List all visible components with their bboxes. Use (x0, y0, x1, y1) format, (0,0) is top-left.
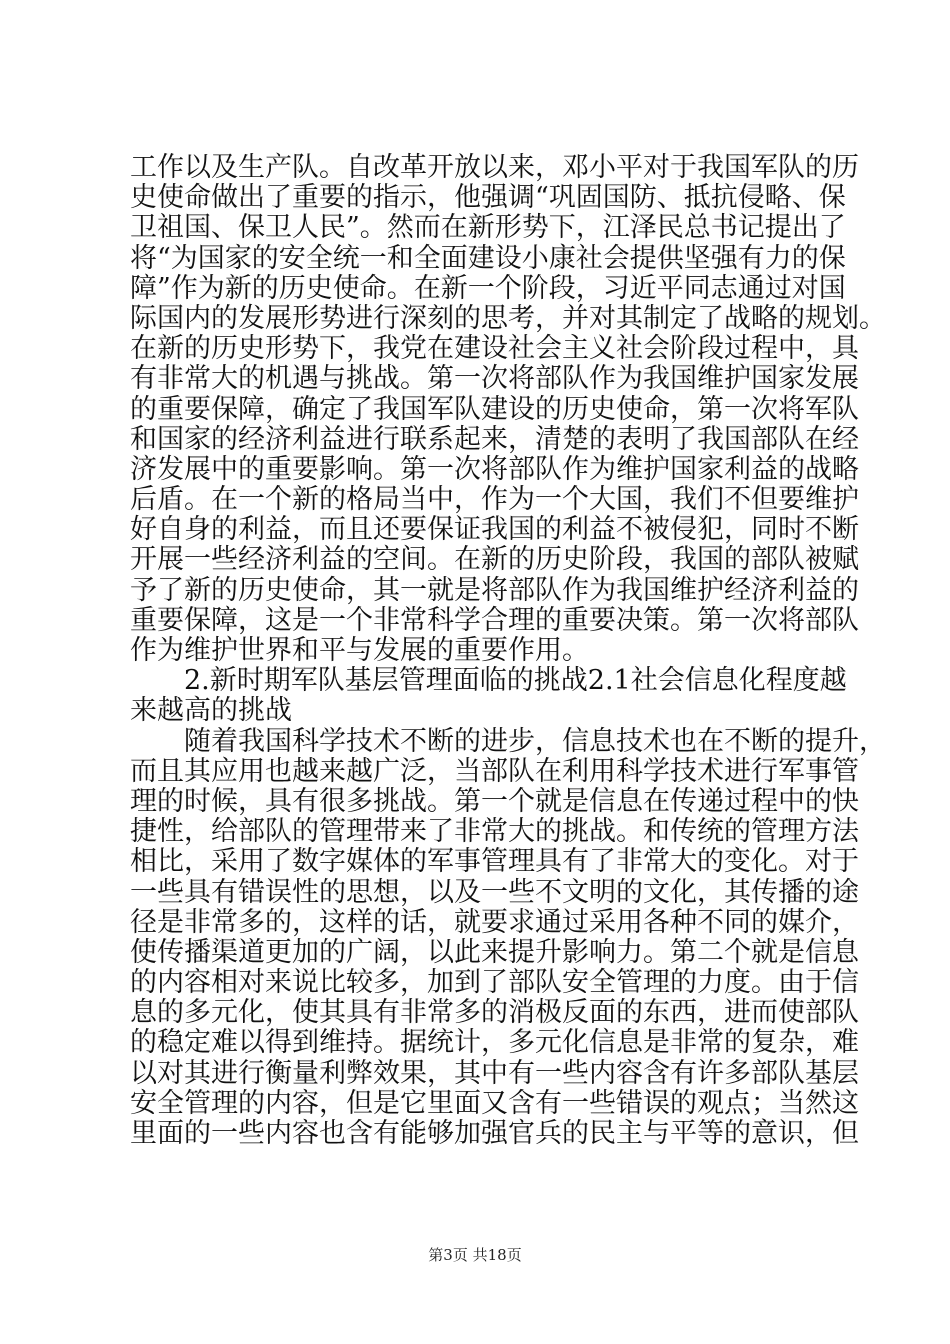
document-body (130, 152, 886, 1149)
text-line: 随着我国科学技术不断的进步，信息技术也在不断的提升， (130, 725, 886, 757)
text-line: 将“为国家的安全统一和全面建设小康社会提供坚强有力的保 (130, 242, 846, 274)
text-line: 作为维护世界和平与发展的重要作用。 (130, 635, 589, 666)
text-line: 的重要保障，确定了我国军队建设的历史使命，第一次将军队 (130, 393, 859, 425)
text-line: 息的多元化，使其具有非常多的消极反面的东西，进而使部队 (130, 997, 859, 1029)
text-line: 捷性，给部队的管理带来了非常大的挑战。和传统的管理方法 (130, 816, 859, 848)
text-line: 后盾。在一个新的格局当中，作为一个大国，我们不但要维护 (130, 484, 859, 516)
text-line: 工作以及生产队。自改革开放以来，邓小平对于我国军队的历 (130, 152, 859, 183)
text-line: 理的时候，具有很多挑战。第一个就是信息在传递过程中的快 (130, 785, 859, 817)
text-line: 来越高的挑战 (130, 695, 292, 727)
text-line: 好自身的利益，而且还要保证我国的利益不被侵犯，同时不断 (130, 514, 859, 546)
text-line: 和国家的经济利益进行联系起来，清楚的表明了我国部队在经 (130, 423, 859, 455)
text-line: 的内容相对来说比较多，加到了部队安全管理的力度。由于信 (130, 967, 859, 999)
text-line: 予了新的历史使命，其一就是将部队作为我国维护经济利益的 (130, 574, 859, 606)
text-line: 里面的一些内容也含有能够加强官兵的民主与平等的意识，但 (130, 1118, 859, 1149)
text-line: 2.新时期军队基层管理面临的挑战2.1社会信息化程度越 (130, 665, 847, 697)
text-line: 使传播渠道更加的广阔，以此来提升影响力。第二个就是信息 (130, 936, 859, 968)
text-line: 一些具有错误性的思想，以及一些不文明的文化，其传播的途 (130, 876, 859, 908)
text-line: 的稳定难以得到维持。据统计，多元化信息是非常的复杂，难 (130, 1027, 859, 1059)
text-line: 开展一些经济利益的空间。在新的历史阶段，我国的部队被赋 (130, 544, 859, 576)
text-line: 以对其进行衡量利弊效果，其中有一些内容含有许多部队基层 (130, 1057, 859, 1089)
text-line: 有非常大的机遇与挑战。第一次将部队作为我国维护国家发展 (130, 363, 859, 395)
text-line: 史使命做出了重要的指示，他强调“巩固国防、抵抗侵略、保 (130, 182, 846, 214)
text-line: 径是非常多的，这样的话，就要求通过采用各种不同的媒介， (130, 906, 859, 938)
text-line: 安全管理的内容，但是它里面又含有一些错误的观点；当然这 (130, 1087, 859, 1119)
text-line: 卫祖国、保卫人民”。然而在新形势下，江泽民总书记提出了 (130, 212, 846, 244)
text-line: 在新的历史形势下，我党在建设社会主义社会阶段过程中，具 (130, 333, 859, 365)
page-footer: 第3页 共18页 (428, 1246, 522, 1264)
text-line: 障”作为新的历史使命。在新一个阶段，习近平同志通过对国 (130, 272, 846, 304)
text-line: 重要保障，这是一个非常科学合理的重要决策。第一次将部队 (130, 604, 859, 636)
text-line: 相比，采用了数字媒体的军事管理具有了非常大的变化。对于 (130, 846, 859, 878)
text-line: 济发展中的重要影响。第一次将部队作为维护国家利益的战略 (130, 453, 859, 485)
text-line: 际国内的发展形势进行深刻的思考，并对其制定了战略的规划。 (130, 302, 886, 334)
text-line: 而且其应用也越来越广泛，当部队在利用科学技术进行军事管 (130, 755, 859, 787)
